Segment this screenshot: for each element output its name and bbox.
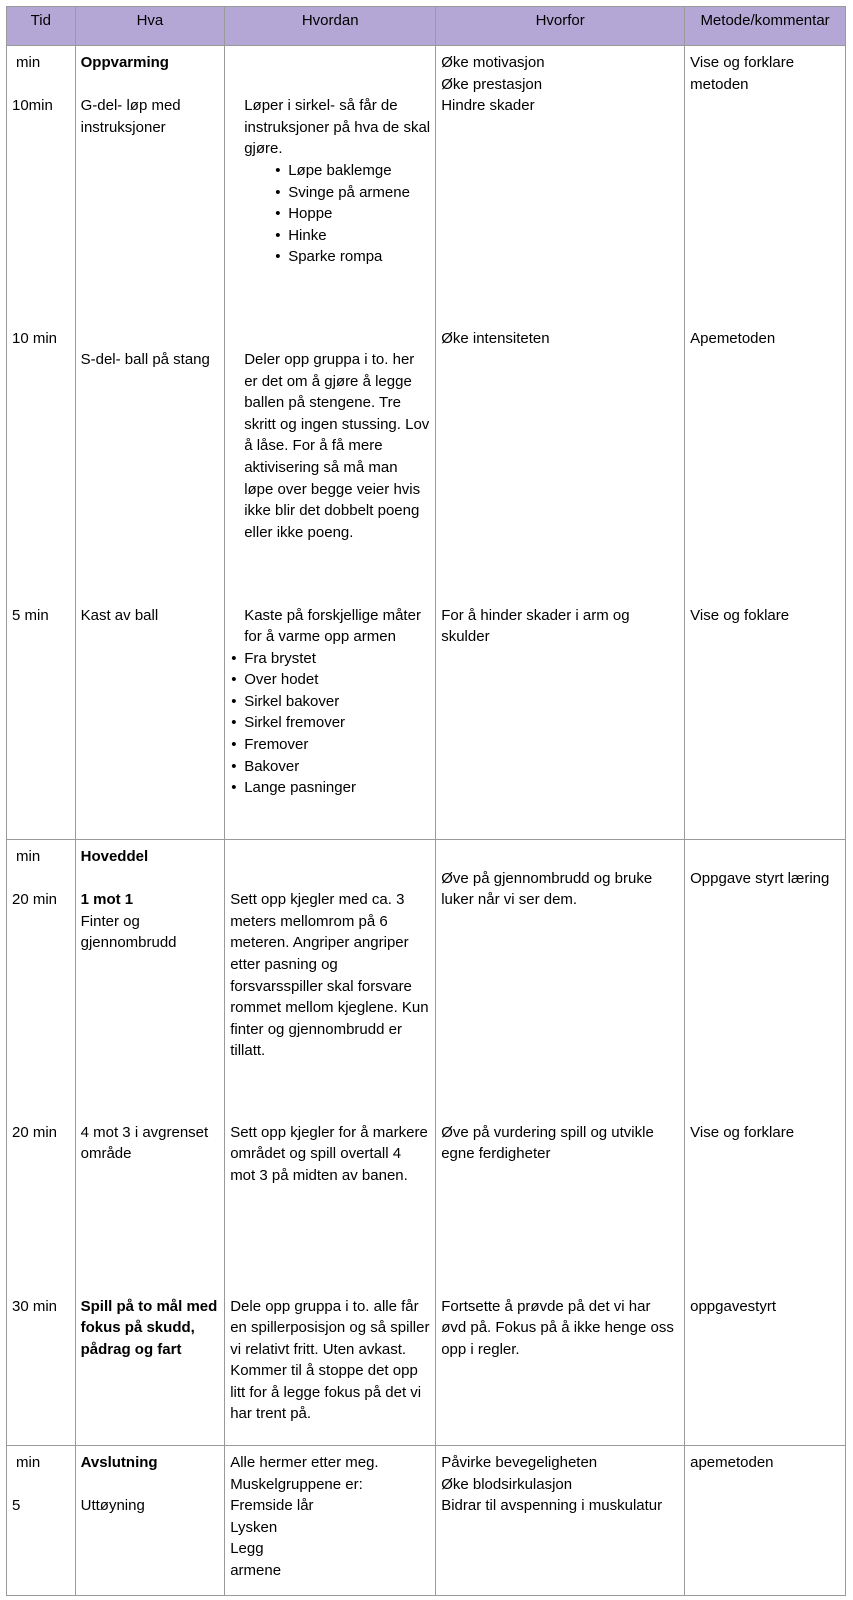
header-hvordan: Hvordan [225, 7, 436, 46]
section-title: Hoveddel [80, 848, 149, 865]
metode-cell: Vise og forklare [685, 1116, 846, 1290]
hvorfor-cell [436, 1446, 685, 1596]
header-hvorfor: Hvorfor [436, 7, 685, 46]
list-item: • Over hodet [230, 669, 430, 691]
hvordan-cell [225, 322, 436, 599]
list-item: • Hoppe [274, 203, 430, 225]
hvorfor-line: Bidrar til avspenning i muskulatur [441, 1497, 663, 1515]
list-item: • Sirkel bakover [230, 691, 430, 713]
hva-text: G-del- løp med instruksjoner [80, 97, 181, 136]
hvordan-line: Legg [230, 1540, 264, 1558]
hvordan-text: Deler opp gruppa i to. her er det om å gjøre å legge ballen på stengene. Tre skritt og ingen stussing. Lov å låse. For å få mere aktivisering så må man løpe over begge veier hvis ikke blir det dobbelt poeng eller ikke poeng. [244, 351, 430, 541]
hvorfor-line: Påvirke bevegeligheten [441, 1454, 598, 1471]
table-row [7, 1290, 846, 1446]
hvordan-text: Sett opp kjegler med ca. 3 meters mellomrom på 6 meteren. Angriper angriper etter pasning og forsvarsspiller skal forsvare rommet mellom kjeglene. Kun finter og gjennombrudd er tillatt. [230, 891, 429, 1060]
tid-value: 5 [12, 1497, 21, 1515]
tid-value: 20 min [12, 891, 58, 909]
metode-cell: Vise og foklare [685, 599, 846, 840]
list-item: • Lange pasninger [230, 777, 430, 799]
hvorfor-line: Øke prestasjon [441, 75, 543, 93]
hvorfor-cell: Øke intensiteten [436, 322, 685, 599]
list-item: • Svinge på armene [274, 182, 430, 204]
hvorfor-line: Øke blodsirkulasjon [441, 1475, 573, 1493]
hvordan-cell: Sett opp kjegler for å markere området og spill overtall 4 mot 3 på midten av banen. [225, 1116, 436, 1290]
hvordan-cell [225, 46, 436, 322]
hvorfor-cell: For å hinder skader i arm og skulder [436, 599, 685, 840]
metode-cell: Apemetoden [685, 322, 846, 599]
section-title: Avslutning [80, 1454, 158, 1471]
list-item: • Hinke [274, 225, 430, 247]
hvordan-intro: Kaste på forskjellige måter for å varme opp armen [244, 606, 421, 646]
hvorfor-text: Øve på gjennombrudd og bruke luker når vi ser dem. [441, 869, 653, 909]
hvorfor-cell [436, 840, 685, 1116]
lesson-plan-table [6, 6, 846, 1596]
table-row [7, 46, 846, 322]
hvorfor-cell [436, 46, 685, 322]
hva-text: S-del- ball på stang [80, 351, 210, 369]
hvordan-cell [225, 840, 436, 1116]
hvorfor-cell: Øve på vurdering spill og utvikle egne ferdigheter [436, 1116, 685, 1290]
hvorfor-line: Hindre skader [441, 97, 535, 115]
table-row [7, 1116, 846, 1290]
tid-cell: 20 min [7, 1116, 76, 1290]
hvordan-intro: Løper i sirkel- så får de instruksjoner på hva de skal gjøre. [244, 97, 431, 158]
list-item: • Fra brystet [230, 648, 430, 670]
tid-cell [7, 1446, 76, 1596]
metode-text: Oppgave styrt læring [690, 869, 830, 887]
metode-cell: Vise og forklare metoden [685, 46, 846, 322]
metode-cell [685, 840, 846, 1116]
tid-cell [7, 46, 76, 322]
hvordan-line: Muskelgruppene er: [230, 1475, 363, 1493]
header-tid: Tid [7, 7, 76, 46]
hva-cell: 4 mot 3 i avgrenset område [75, 1116, 225, 1290]
metode-cell: oppgavestyrt [685, 1290, 846, 1446]
tid-cell [7, 840, 76, 1116]
tid-unit: min [16, 1454, 41, 1471]
hva-cell [75, 1446, 225, 1596]
throw-list [230, 648, 430, 799]
tid-cell: 10 min [7, 322, 76, 599]
table-row [7, 1446, 846, 1596]
list-item: • Bakover [230, 756, 430, 778]
hvordan-line: Alle hermer etter meg. [230, 1454, 379, 1471]
hvordan-cell [225, 599, 436, 840]
metode-cell: apemetoden [685, 1446, 846, 1596]
list-item: • Sirkel fremover [230, 712, 430, 734]
hva-cell: Kast av ball [75, 599, 225, 840]
header-row [7, 7, 846, 46]
hva-cell [75, 46, 225, 322]
exercise-list [230, 160, 430, 268]
header-hva: Hva [75, 7, 225, 46]
tid-value: 10min [12, 97, 53, 115]
tid-unit: min [16, 54, 41, 71]
hvordan-line: Lysken [230, 1518, 278, 1536]
header-metode: Metode/kommentar [685, 7, 846, 46]
tid-unit: min [16, 848, 41, 865]
table-row [7, 840, 846, 1116]
hvordan-line: armene [230, 1561, 282, 1579]
hva-text: Finter og gjennombrudd [80, 912, 177, 952]
hvordan-cell [225, 1446, 436, 1596]
hvorfor-line: Øke motivasjon [441, 54, 545, 71]
tid-cell: 30 min [7, 1290, 76, 1446]
hva-cell [75, 840, 225, 1116]
table-row [7, 322, 846, 599]
table-row [7, 599, 846, 840]
list-item: • Sparke rompa [274, 246, 430, 268]
section-title: Oppvarming [80, 54, 169, 71]
hva-cell [75, 322, 225, 599]
list-item: • Løpe baklemge [274, 160, 430, 182]
subsection-title: 1 mot 1 [80, 891, 134, 909]
hva-cell: Spill på to mål med fokus på skudd, pådrag og fart [75, 1290, 225, 1446]
hvordan-line: Fremside lår [230, 1497, 314, 1515]
hva-text: Uttøyning [80, 1497, 145, 1515]
list-item: • Fremover [230, 734, 430, 756]
hvorfor-cell: Fortsette å prøvde på det vi har øvd på. Fokus på å ikke henge oss opp i regler. [436, 1290, 685, 1446]
hvordan-cell: Dele opp gruppa i to. alle får en spillerposisjon og så spiller vi relativt fritt. Uten avkast. Kommer til å stoppe det opp litt for å legge fokus på det vi har trent på. [225, 1290, 436, 1446]
tid-cell: 5 min [7, 599, 76, 840]
